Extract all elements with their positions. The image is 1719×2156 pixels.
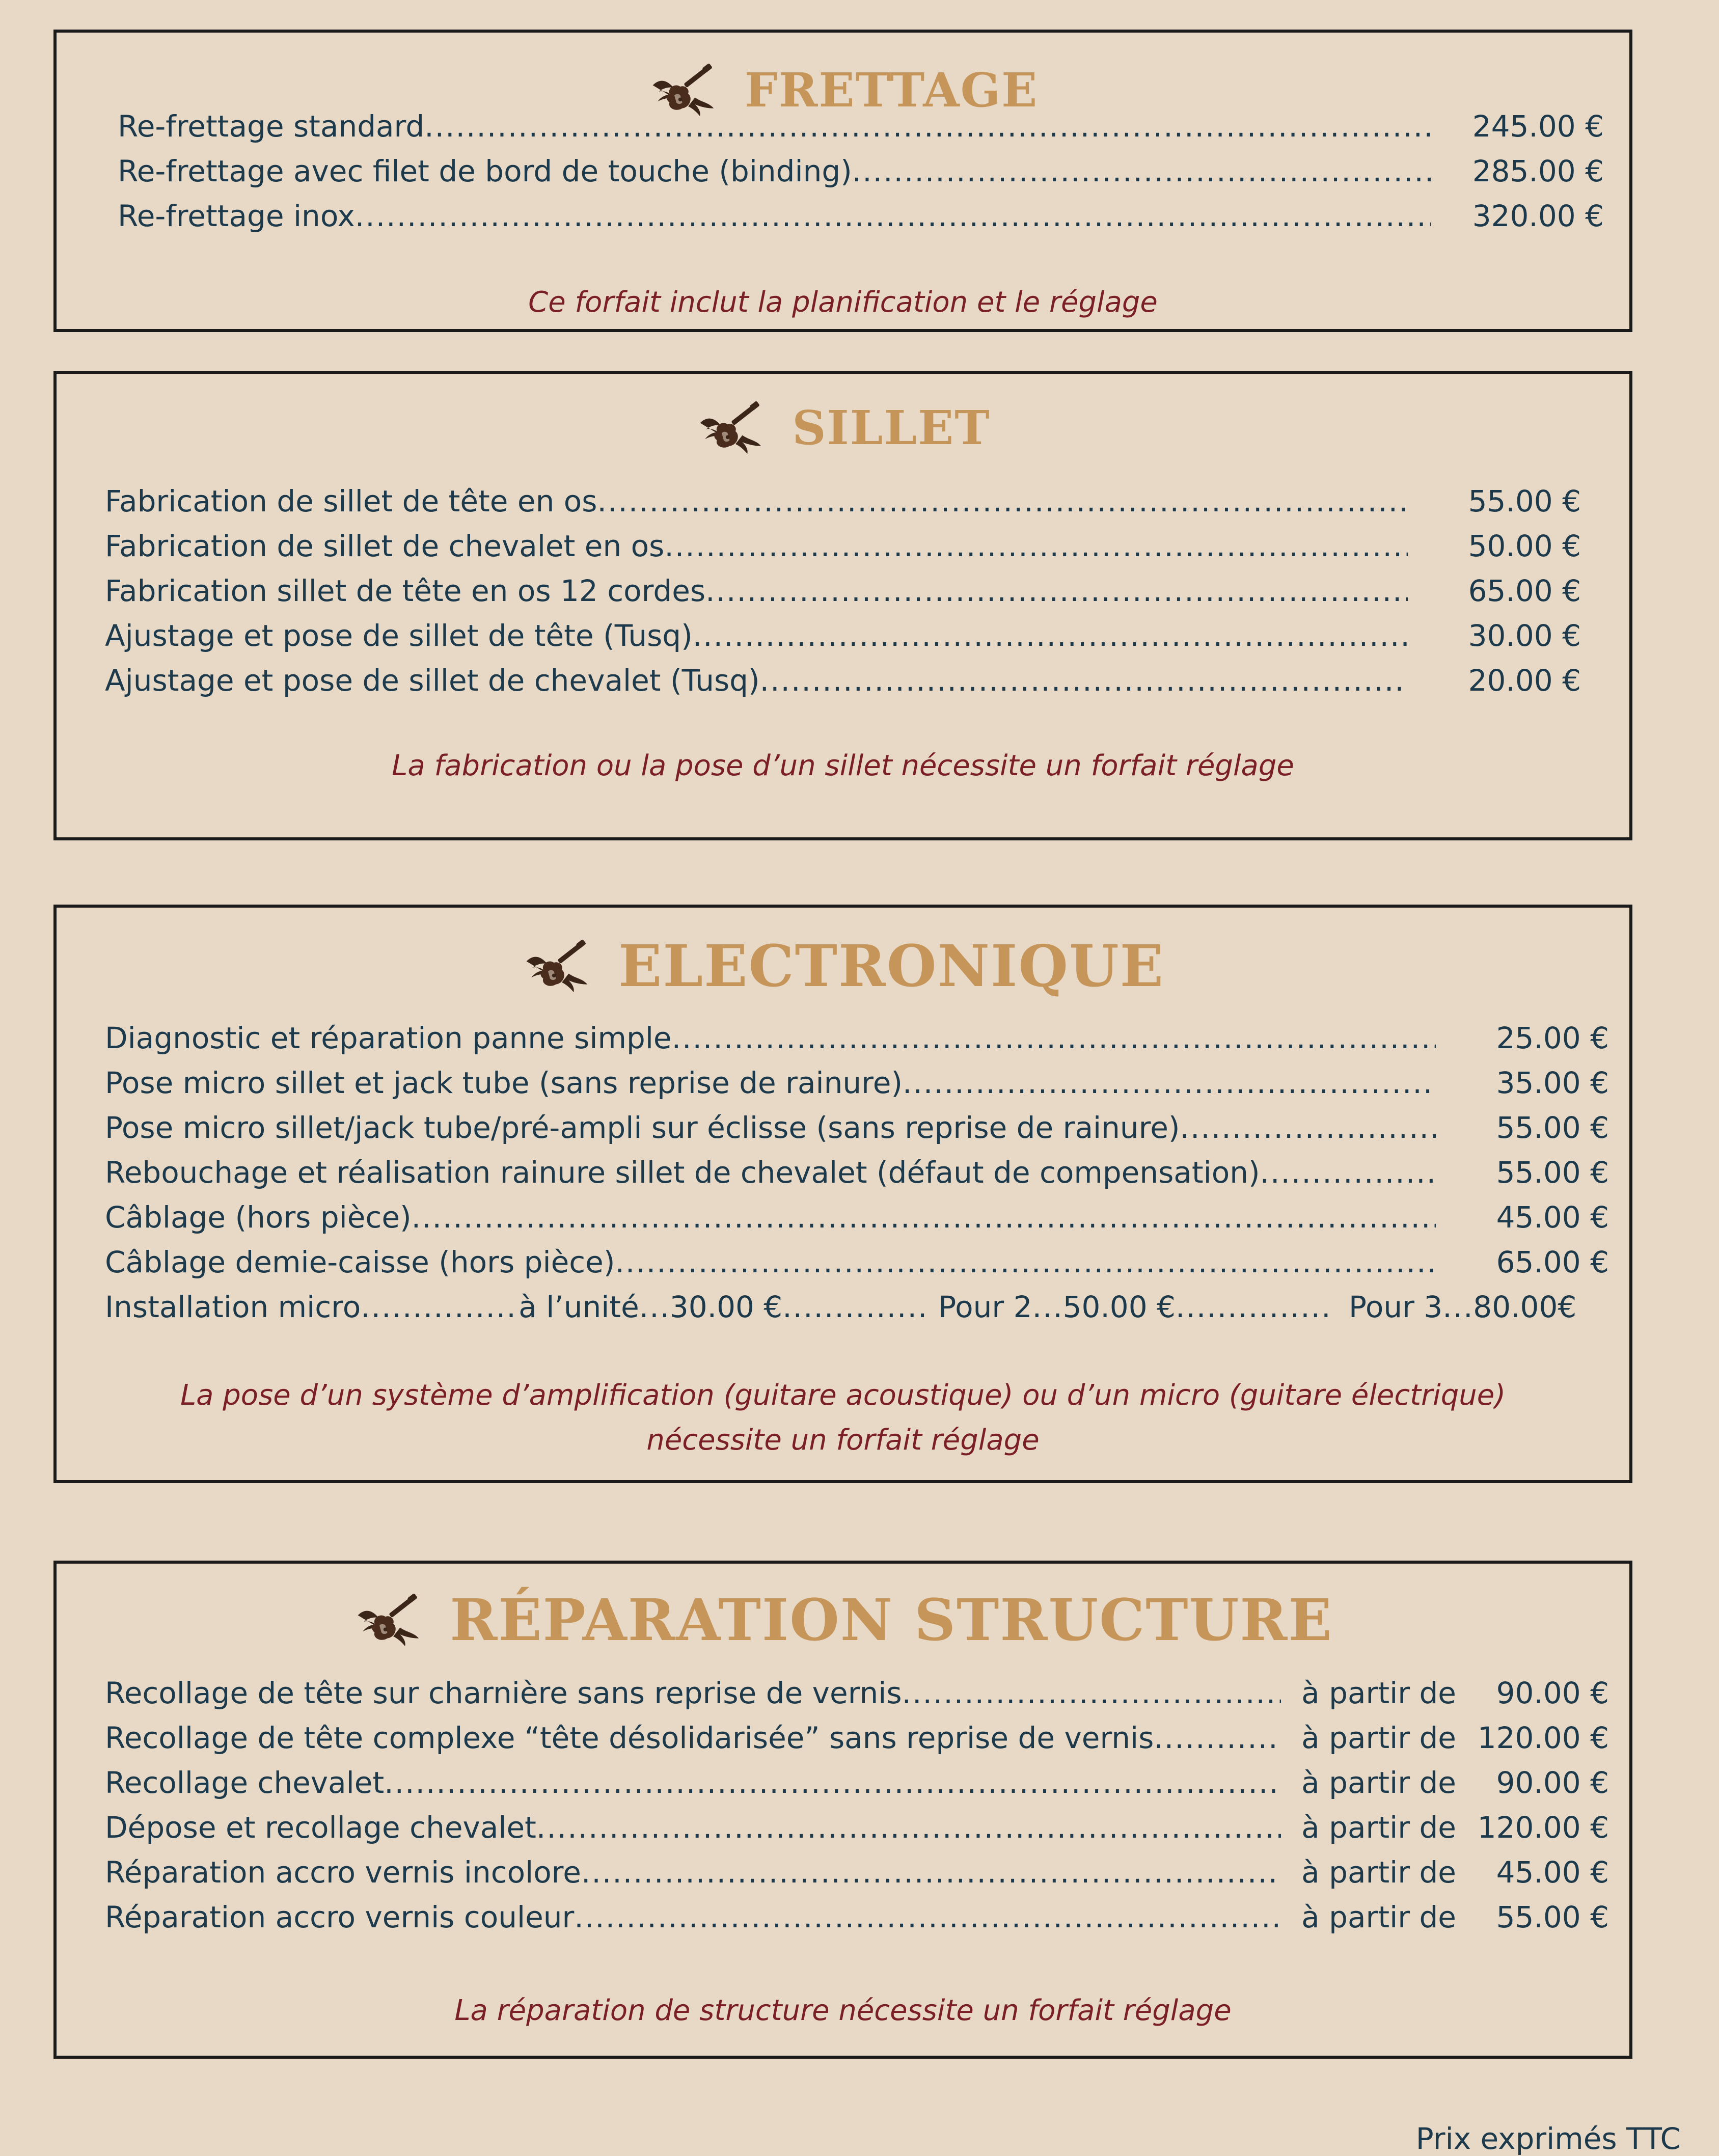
- winged-guitar-icon: [695, 401, 764, 455]
- item-price: 55.00 €: [1496, 1155, 1609, 1190]
- item-price: 55.00 €: [1468, 484, 1581, 518]
- item-label: Pose micro sillet et jack tube (sans reprise de rainure): [105, 1066, 903, 1100]
- section-note-line2: nécessite un forfait réglage: [646, 1424, 1040, 1457]
- price-footnote: Prix exprimés TTC: [1415, 2121, 1681, 2156]
- section-header: [57, 928, 1629, 1004]
- item-from: à partir de: [1301, 1765, 1456, 1800]
- item-from: à partir de: [1301, 1676, 1456, 1710]
- micro-unit-label: à l’unité: [519, 1290, 639, 1324]
- item-from: à partir de: [1301, 1855, 1456, 1890]
- price-list: [105, 1671, 1609, 1940]
- list-item: [118, 104, 1604, 149]
- list-item: [105, 1895, 1609, 1940]
- list-item: [118, 194, 1604, 238]
- micro-label: Installation micro: [105, 1290, 361, 1324]
- winged-guitar-icon: [522, 939, 590, 993]
- list-item: [105, 1105, 1609, 1150]
- list-item: [105, 658, 1581, 703]
- item-label: Recollage de tête complexe “tête désolidarisée” sans reprise de vernis: [105, 1721, 1154, 1755]
- micro-unit-price: 30.00 €: [669, 1290, 783, 1324]
- price-list: [118, 104, 1604, 238]
- micro-two-label: Pour 2: [938, 1290, 1032, 1324]
- section-title: ELECTRONIQUE: [618, 933, 1164, 1000]
- item-label: Réparation accro vernis incolore: [105, 1855, 581, 1890]
- section-note: La fabrication ou la pose d’un sillet nécessite un forfait réglage: [392, 749, 1294, 782]
- list-item: [105, 1060, 1609, 1105]
- list-item: [105, 1805, 1609, 1850]
- item-label: Réparation accro vernis couleur: [105, 1900, 575, 1934]
- item-label: Recollage chevalet: [105, 1765, 385, 1800]
- item-price: 245.00 €: [1472, 109, 1604, 144]
- item-from: à partir de: [1301, 1900, 1456, 1934]
- list-item: [105, 1850, 1609, 1895]
- item-label: Re-frettage avec filet de bord de touche (binding): [118, 154, 852, 188]
- section-note-line1: La pose d’un système d’amplification (guitare acoustique) ou d’un micro (guitare électrique): [180, 1379, 1506, 1412]
- list-item: [105, 479, 1581, 524]
- micro-install-row: [105, 1285, 1609, 1329]
- item-price: 90.00 €: [1496, 1765, 1609, 1800]
- item-price: 120.00 €: [1477, 1721, 1609, 1755]
- item-label: Fabrication sillet de tête en os 12 cordes: [105, 574, 706, 608]
- item-label: Ajustage et pose de sillet de tête (Tusq): [105, 618, 693, 653]
- item-label: Rebouchage et réalisation rainure sillet de chevalet (défaut de compensation): [105, 1155, 1260, 1190]
- section-electronique: [53, 905, 1632, 1483]
- item-label: Pose micro sillet/jack tube/pré-ampli sur éclisse (sans reprise de rainure): [105, 1110, 1180, 1145]
- section-title: SILLET: [792, 400, 991, 455]
- price-list: [105, 1016, 1609, 1329]
- item-price: 120.00 €: [1477, 1810, 1609, 1845]
- list-item: [105, 1150, 1609, 1195]
- item-price: 285.00 €: [1472, 154, 1604, 188]
- micro-three-price: 80.00€: [1473, 1290, 1577, 1324]
- item-price: 20.00 €: [1468, 663, 1581, 698]
- item-from: à partir de: [1301, 1721, 1456, 1755]
- item-price: 25.00 €: [1496, 1021, 1609, 1055]
- list-item: [105, 1671, 1609, 1715]
- micro-two-price: 50.00 €: [1062, 1290, 1176, 1324]
- item-price: 65.00 €: [1496, 1245, 1609, 1279]
- section-header: [57, 392, 1629, 463]
- section-note: Ce forfait inclut la planification et le réglage: [528, 286, 1158, 319]
- item-price: 65.00 €: [1468, 574, 1581, 608]
- item-label: Câblage (hors pièce): [105, 1200, 412, 1235]
- list-item: [105, 568, 1581, 613]
- item-price: 320.00 €: [1472, 199, 1604, 233]
- section-title: RÉPARATION STRUCTURE: [450, 1587, 1333, 1654]
- list-item: [105, 1240, 1609, 1285]
- list-item: [105, 1195, 1609, 1240]
- item-label: Diagnostic et réparation panne simple: [105, 1021, 672, 1055]
- section-header: [57, 1582, 1629, 1658]
- item-label: Fabrication de sillet de chevalet en os: [105, 529, 665, 563]
- item-price: 45.00 €: [1496, 1855, 1609, 1890]
- item-label: Ajustage et pose de sillet de chevalet (Tusq): [105, 663, 760, 698]
- item-price: 90.00 €: [1496, 1676, 1609, 1710]
- section-note: La réparation de structure nécessite un forfait réglage: [454, 1994, 1232, 2027]
- item-price: 35.00 €: [1496, 1066, 1609, 1100]
- micro-three-label: Pour 3: [1348, 1290, 1443, 1324]
- item-label: Dépose et recollage chevalet: [105, 1810, 536, 1845]
- item-price: 55.00 €: [1496, 1900, 1609, 1934]
- list-item: [105, 1760, 1609, 1805]
- section-structure: [53, 1561, 1632, 2059]
- list-item: [105, 1715, 1609, 1760]
- list-item: [105, 1016, 1609, 1060]
- item-price: 45.00 €: [1496, 1200, 1609, 1235]
- section-title: FRETTAGE: [744, 63, 1039, 118]
- list-item: [105, 524, 1581, 568]
- item-label: Re-frettage inox: [118, 199, 355, 233]
- item-price: 30.00 €: [1468, 618, 1581, 653]
- item-price: 50.00 €: [1468, 529, 1581, 563]
- price-list: [105, 479, 1581, 703]
- list-item: [105, 613, 1581, 658]
- item-label: Câblage demie-caisse (hors pièce): [105, 1245, 615, 1279]
- item-label: Recollage de tête sur charnière sans reprise de vernis: [105, 1676, 902, 1710]
- section-sillet: [53, 371, 1632, 840]
- item-label: Re-frettage standard: [118, 109, 425, 144]
- item-label: Fabrication de sillet de tête en os: [105, 484, 597, 518]
- winged-guitar-icon: [353, 1593, 422, 1647]
- section-frettage: [53, 30, 1632, 332]
- list-item: [118, 149, 1604, 194]
- item-from: à partir de: [1301, 1810, 1456, 1845]
- item-price: 55.00 €: [1496, 1110, 1609, 1145]
